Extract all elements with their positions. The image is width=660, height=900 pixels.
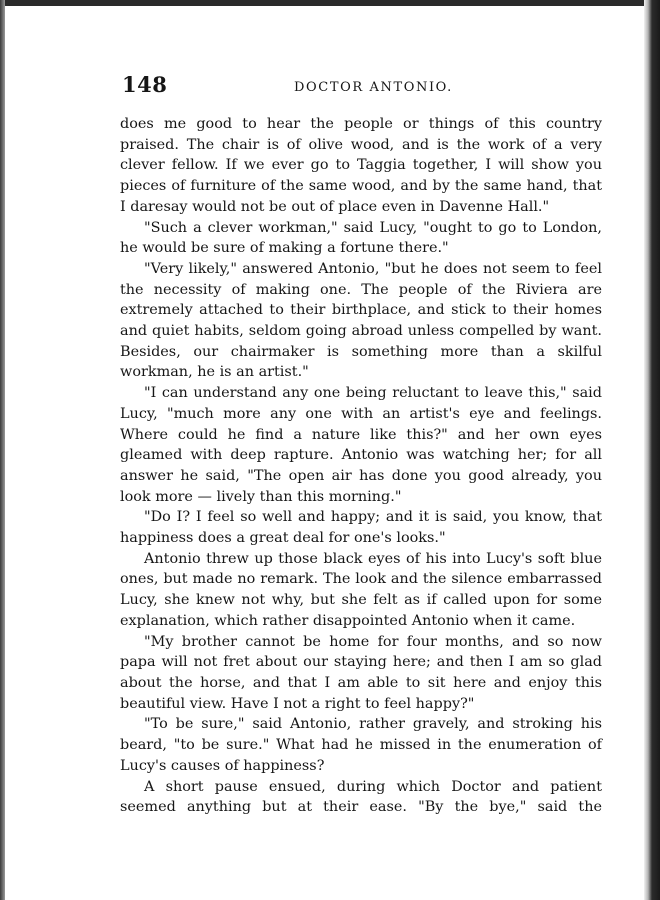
running-head — [120, 66, 602, 96]
paragraph: "My brother cannot be home for four months, and so now papa will not fret about our staying here; and then I am so glad about the horse, and that I am able to sit here and enjoy this beautiful view. Have I not a right to feel happy?" — [120, 633, 602, 712]
paragraph: "Very likely," answered Antonio, "but he does not seem to feel the necessity of making one. The people of the Riviera are extremely attached to their birthplace, and stick to their homes and quiet habits, seldom going abroad unless compelled by want. Besides, our chairmaker is something more than a skilful workman, he is an artist." — [120, 260, 602, 381]
paragraph: A short pause ensued, during which Doctor and patient seemed anything but at their ease. "By the bye," said the — [120, 778, 602, 816]
paragraph: "To be sure," said Antonio, rather gravely, and stroking his beard, "to be sure." What had he missed in the enumeration of Lucy's causes of happiness? — [120, 716, 602, 774]
paragraph: "Such a clever workman," said Lucy, "ought to go to London, he would be sure of making a fortune there." — [120, 219, 602, 257]
body-text — [120, 114, 602, 818]
paragraph: "Do I? I feel so well and happy; and it is said, you know, that happiness does a great deal for one's looks." — [120, 509, 602, 547]
scan-left-edge — [0, 0, 5, 900]
book-page — [120, 66, 602, 818]
running-title: DOCTOR ANTONIO. — [294, 80, 453, 95]
paragraph: "I can understand any one being reluctant to leave this," said Lucy, "much more any one with an artist's eye and feelings. Where could he find a nature like this?" and her own eyes gleamed with deep rapture. Antonio was watching her; for all answer he said, "The open air has done you good already, you look more — lively than this morning." — [120, 385, 602, 505]
paragraph: does me good to hear the people or things of this country praised. The chair is of olive wood, and is the work of a very clever fellow. If we ever go to Taggia together, I will show you pieces of furniture of the same wood, and by the same hand, that I daresay would not be out of place even in Davenne Hall." — [120, 116, 602, 215]
page-number: 148 — [122, 72, 168, 97]
scan-binding-shadow — [644, 0, 660, 900]
scan-top-edge — [0, 0, 660, 6]
paragraph: Antonio threw up those black eyes of his into Lucy's soft blue ones, but made no remark. The look and the silence embarrassed Lucy, she knew not why, but she felt as if called upon for some explanation, which rather disappointed Antonio when it came. — [120, 550, 602, 629]
